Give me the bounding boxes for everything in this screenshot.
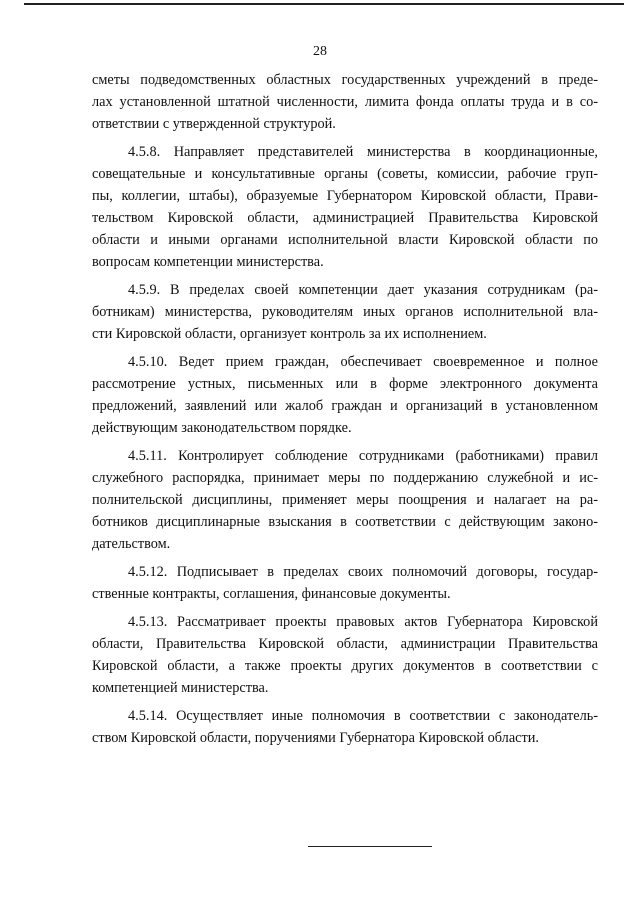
text-line: совещательные и консультативные органы (советы, комиссии, рабочие груп- bbox=[92, 166, 598, 182]
text-line: лах установленной штатной численности, лимита фонда оплаты труда и в со- bbox=[92, 94, 598, 110]
text-line: 4.5.8. Направляет представителей министерства в координационные, bbox=[128, 144, 598, 160]
text-line: компетенцией министерства. bbox=[92, 680, 269, 696]
text-line: действующим законодательством порядке. bbox=[92, 420, 352, 436]
text-line: тельством Кировской области, администрацией Правительства Кировской bbox=[92, 210, 598, 226]
text-line: сметы подведомственных областных государственных учреждений в преде- bbox=[92, 72, 598, 88]
paragraph-4-5-12 bbox=[92, 561, 598, 605]
paragraph-4-5-9 bbox=[92, 279, 598, 345]
paragraph-4-5-10 bbox=[92, 351, 598, 439]
text-line: 4.5.9. В пределах своей компетенции дает указания сотрудникам (ра- bbox=[128, 282, 598, 298]
text-line: пы, коллегии, штабы), образуемые Губернатором Кировской области, Прави- bbox=[92, 188, 598, 204]
text-line: ответствии с утвержденной структурой. bbox=[92, 116, 336, 132]
text-line: вопросам компетенции министерства. bbox=[92, 254, 324, 270]
text-line: 4.5.11. Контролирует соблюдение сотрудниками (работниками) правил bbox=[128, 448, 598, 464]
paragraph-4-5-8 bbox=[92, 141, 598, 273]
text-line: ственные контракты, соглашения, финансовые документы. bbox=[92, 586, 451, 602]
top-border-line bbox=[24, 3, 624, 5]
text-line: полнительской дисциплины, применяет меры поощрения и налагает на ра- bbox=[92, 492, 598, 508]
text-line: 4.5.14. Осуществляет иные полномочия в соответствии с законодатель- bbox=[128, 708, 598, 724]
text-line: Кировской области, а также проекты других документов в соответствии с bbox=[92, 658, 598, 674]
text-line: ством Кировской области, поручениями Губернатора Кировской области. bbox=[92, 730, 539, 746]
paragraph-4-5-11 bbox=[92, 445, 598, 555]
text-line: области, Правительства Кировской области, администрации Правительства bbox=[92, 636, 598, 652]
paragraph-4-5-13 bbox=[92, 611, 598, 699]
paragraph-continuation bbox=[92, 69, 598, 135]
text-line: рассмотрение устных, письменных или в форме электронного документа bbox=[92, 376, 598, 392]
text-line: служебного распорядка, принимает меры по поддержанию служебной и ис- bbox=[92, 470, 598, 486]
text-line: дательством. bbox=[92, 536, 171, 552]
text-line: ботников дисциплинарные взыскания в соответствии с действующим законо- bbox=[92, 514, 598, 530]
text-line: ботникам) министерства, руководителям иных органов исполнительной вла- bbox=[92, 304, 598, 320]
text-line: предложений, заявлений или жалоб граждан и организаций в установленном bbox=[92, 398, 598, 414]
text-line: области и иными органами исполнительной власти Кировской области по bbox=[92, 232, 598, 248]
document-body bbox=[92, 69, 598, 755]
page-number: 28 bbox=[313, 44, 327, 59]
text-line: 4.5.10. Ведет прием граждан, обеспечивает своевременное и полное bbox=[128, 354, 598, 370]
text-line: 4.5.12. Подписывает в пределах своих полномочий договоры, государ- bbox=[128, 564, 598, 580]
paragraph-4-5-14 bbox=[92, 705, 598, 749]
text-line: 4.5.13. Рассматривает проекты правовых актов Губернатора Кировской bbox=[128, 614, 598, 630]
text-line: сти Кировской области, организует контроль за их исполнением. bbox=[92, 326, 487, 342]
end-of-text-rule bbox=[308, 846, 432, 847]
